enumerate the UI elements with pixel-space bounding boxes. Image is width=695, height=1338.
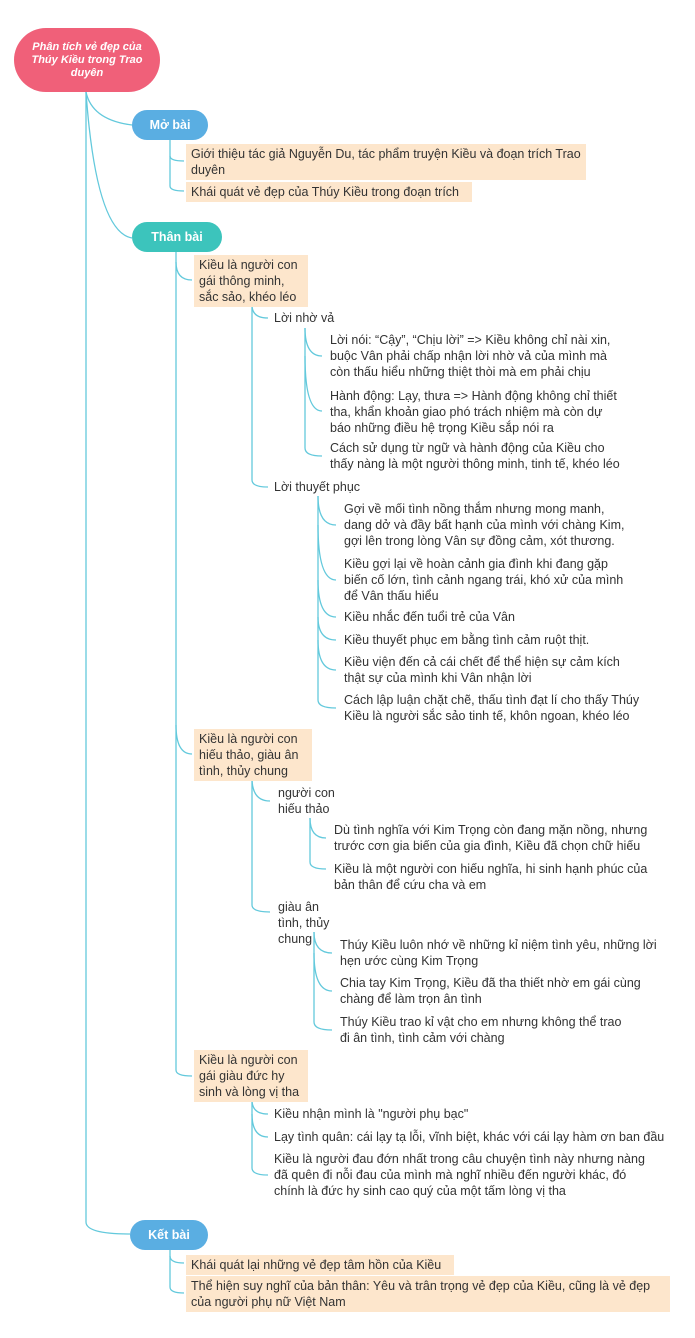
sub-loi-nho-va[interactable]: Lời nhờ vả [274,311,335,325]
hieu-thao-item-1[interactable]: Dù tình nghĩa với Kim Trọng còn đang mặn nồng, nhưng trước cơn gia biến của gia đình, Kiều đã chọn chữ hiếu [334,823,648,853]
loi-nho-va-item-3[interactable]: Cách sử dụng từ ngữ và hành động của Kiều cho thấy nàng là một người thông minh, tinh tế, khéo léo [330,441,620,471]
hieu-thao-item-2[interactable]: Kiều là một người con hiếu nghĩa, hi sinh hạnh phúc của bản thân để cứu cha và em [334,862,648,892]
loi-nho-va-item-2[interactable]: Hành động: Lạy, thưa => Hành động không chỉ thiết tha, khẩn khoản giao phó trách nhiệm mà còn dự báo những điều hệ trọng Kiều sắp nói ra [330,389,617,435]
loi-thuyet-phuc-item-5[interactable]: Kiều viện đến cả cái chết để thể hiện sự cảm kích thật sự của mình khi Vân nhận lời [344,655,620,685]
mo-bai-item-2[interactable]: Khái quát vẻ đẹp của Thúy Kiều trong đoạn trích [186,182,472,202]
sub-loi-thuyet-phuc[interactable]: Lời thuyết phục [274,480,361,494]
section-hieu-thao[interactable]: Kiều là người con hiếu thảo, giàu ân tình, thủy chung [194,729,312,781]
mo-bai-item-1[interactable]: Giới thiệu tác giả Nguyễn Du, tác phẩm truyện Kiều và đoạn trích Trao duyên [186,144,586,180]
branch-than-bai[interactable]: Thân bài [132,222,222,252]
root-topic[interactable]: Phân tích vẻ đẹp của Thúy Kiều trong Trao duyên [14,28,160,92]
ket-bai-item-2[interactable]: Thể hiện suy nghĩ của bản thân: Yêu và trân trọng vẻ đẹp của Kiều, cũng là vẻ đẹp của người phụ nữ Việt Nam [186,1276,670,1312]
section-hy-sinh[interactable]: Kiều là người con gái giàu đức hy sinh và lòng vị tha [194,1050,308,1102]
loi-nho-va-item-1[interactable]: Lời nói: “Cậy”, “Chịu lời” => Kiều không chỉ nài xin, buộc Vân phải chấp nhận lời nhờ vả của mình mà còn thấu hiểu những thiệt thòi mà em phải chịu [330,333,611,379]
loi-thuyet-phuc-item-4[interactable]: Kiều thuyết phục em bằng tình cảm ruột thịt. [344,633,590,647]
branch-ket-bai[interactable]: Kết bài [130,1220,208,1250]
loi-thuyet-phuc-item-3[interactable]: Kiều nhắc đến tuổi trẻ của Vân [344,610,515,624]
ket-bai-item-1[interactable]: Khái quát lại những vẻ đẹp tâm hồn của Kiều [186,1255,454,1275]
an-tinh-item-1[interactable]: Thúy Kiều luôn nhớ về những kỉ niệm tình yêu, những lời hẹn ước cùng Kim Trọng [340,938,657,968]
section-thong-minh[interactable]: Kiều là người con gái thông minh, sắc sảo, khéo léo [194,255,308,307]
sub-nguoi-con-hieu-thao[interactable]: người con hiếu thảo [278,786,335,816]
branch-mo-bai[interactable]: Mở bài [132,110,208,140]
sub-giau-an-tinh[interactable]: giàu ân tình, thủy chung [278,900,330,946]
loi-thuyet-phuc-item-2[interactable]: Kiều gợi lại về hoàn cảnh gia đình khi đang gặp biến cố lớn, tình cảnh ngang trái, khó xử của mình để Vân thấu hiểu [344,557,624,603]
loi-thuyet-phuc-item-1[interactable]: Gợi về mối tình nồng thắm nhưng mong manh, dang dở và đầy bất hạnh của mình với chàng Kim, gợi lên trong lòng Vân sự đồng cảm, xót thương. [344,502,625,548]
loi-thuyet-phuc-item-6[interactable]: Cách lập luận chặt chẽ, thấu tình đạt lí cho thấy Thúy Kiều là người sắc sảo tinh tế, khôn ngoan, khéo léo [344,693,640,723]
an-tinh-item-2[interactable]: Chia tay Kim Trọng, Kiều đã tha thiết nhờ em gái cùng chàng để làm trọn ân tình [340,976,641,1006]
hy-sinh-item-1[interactable]: Kiều nhận mình là "người phụ bạc" [274,1107,469,1121]
hy-sinh-item-2[interactable]: Lạy tình quân: cái lạy tạ lỗi, vĩnh biệt, khác với cái lạy hàm ơn ban đầu [274,1130,665,1144]
hy-sinh-item-3[interactable]: Kiều là người đau đớn nhất trong câu chuyện tình này nhưng nàng đã quên đi nỗi đau của mình mà nghĩ nhiều đến người khác, đó chính là đức hy sinh cao quý của một tấm lòng vị tha [274,1152,645,1198]
an-tinh-item-3[interactable]: Thúy Kiều trao kỉ vật cho em nhưng không thể trao đi ân tình, tình cảm với chàng [340,1015,622,1045]
